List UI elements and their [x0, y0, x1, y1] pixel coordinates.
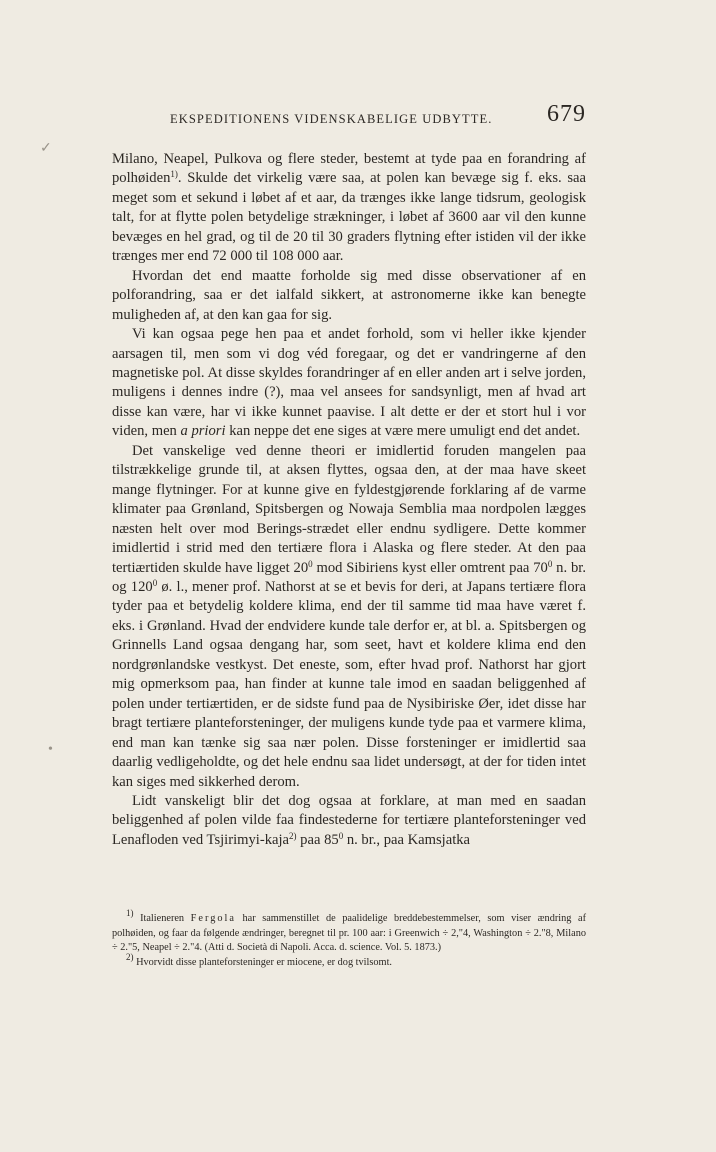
footnote-ref-1: 1): [170, 169, 178, 180]
body-text: [112, 150, 586, 850]
page-header: [112, 100, 586, 134]
footnote-2: $^{2)}$ Hvorvidt disse planteforsteninger er miocene, er dog tvilsomt.: [126, 951, 393, 968]
footnotes: [112, 908, 586, 970]
margin-mark: ✓: [40, 141, 52, 156]
paragraph-2: Hvordan det end maatte forholde sig med disse observationer af en polforandring, saa er det ialfald sikkert, at astronomerne ikke kan benegte muligheden af, at den kan gaa for sig.: [112, 267, 586, 323]
paragraph-1: Milano, Neapel, Pulkova og flere steder, bestemt at tyde paa en forandring af polhøiden$^{1)}$. Skulde det virkelig være saa, at polen kan bevæge sig f. eks. saa meget som et sekund i løbet af et aar, da trænges ikke lange tidsrum, geologisk talt, for at flytte polen betydelige strækninger, i løbet af 3600 aar vil den kunne bevæges en hel grad, og til de 20 til 30 graders flytning efter istiden vil der ikke trænges mer end 72 000 til 108 000 aar.: [112, 151, 586, 265]
degree-mark: 0: [547, 558, 553, 569]
degree-mark: 0: [152, 577, 158, 588]
italic-a-priori: a priori: [180, 423, 226, 440]
footnote-ref-2: 2): [289, 830, 297, 841]
paragraph-5: Lidt vanskeligt blir det dog ogsaa at forklare, at man med en saadan beliggenhed af polen vilde faa findestederne for tertiære planteforsteninger ved Lenafloden ved Tsjirimyi-kaja$^{2)}$ paa $85^0$ n. br., paa Kamsjatka: [112, 792, 586, 848]
footnote-author-name: Fergola: [190, 913, 236, 924]
running-head: EKSPEDITIONENS VIDENSKABELIGE UDBYTTE.: [170, 112, 493, 126]
paragraph-3: Vi kan ogsaa pege hen paa et andet forhold, som vi heller ikke kjender aarsagen til, men som vi dog véd foregaar, og det er vandringerne af den magnetiske pol. At disse skyldes forandringer af en eller anden art i selve jorden, muligens i dennes indre (?), maa vel ansees for sandsynligt, men af hvad art disse kan være, har vi ikke kunnet paavise. I alt dette er der et stort hul i vor viden, men a priori kan neppe det ene siges at være mere umuligt end det andet.: [112, 326, 586, 440]
footnote-1: $^{1)}$ Italieneren Fergola har sammenstillet de paalidelige breddebestemmelser, som viser ændring af polhøiden, og faar da følgende ændringer, beregnet til pr. 100 aar: i Greenwich ÷ 2,"4, Washington ÷ 2."8, Milano ÷ 2."5, Neapel ÷ 2."4. (Atti d. Società di Napoli. Acca. d. science. Vol. 5. 1873.): [112, 908, 586, 954]
degree-mark: 0: [338, 830, 344, 841]
paragraph-4: Det vanskelige ved denne theori er imidlertid foruden mangelen paa tilstrækkelige grunde til, at aksen flyttes, ogsaa den, at der maa have skeet mange flytninger. For at kunne give en fyldestgjørende forklaring af de varme klimater paa Grønland, Spitsbergen og Nowaja Semblia maa nordpolen lægges næsten helt over mod Berings-strædet eller endnu sydligere. Dette kommer imidlertid i strid med den tertiære flora i Alaska og flere steder. At den paa tertiærtiden skulde have ligget $20^0$ mod Sibiriens kyst eller omtrent paa $70^0$ n. br. og $120^0$ ø. l., mener prof. Nathorst at se et bevis for deri, at Japans tertiære flora tyder paa et betydelig koldere klima, end der til samme tid maa have været f. eks. i Grønland. Hvad der endvidere kunde tale derfor er, at bl. a. Spitsbergen og Grinnells Land ogsaa dengang har, som seet, havt et koldere klima end den nordgrønlandske vestkyst. Det eneste, som, efter hvad prof. Nathorst har gjort mig opmerksom paa, han finder at kunne tale imod en saadan beliggenhed af polen under tertiærtiden, er de sidste fund paa de Nysibiriske Øer, idet disse har bragt tertiære planteforsteninger, der muligens kunde tyde paa et varmere klima, end man kan tænke sig saa nær polen. Disse forsteninger er imidlertid saa daarlig vedligeholdte, og det hele endnu saa lidet undersøgt, at der for tiden intet kan siges med sikkerhed derom.: [112, 442, 586, 790]
margin-dot: •: [48, 742, 53, 757]
page-number: 679: [547, 101, 586, 127]
degree-mark: 0: [308, 558, 313, 569]
